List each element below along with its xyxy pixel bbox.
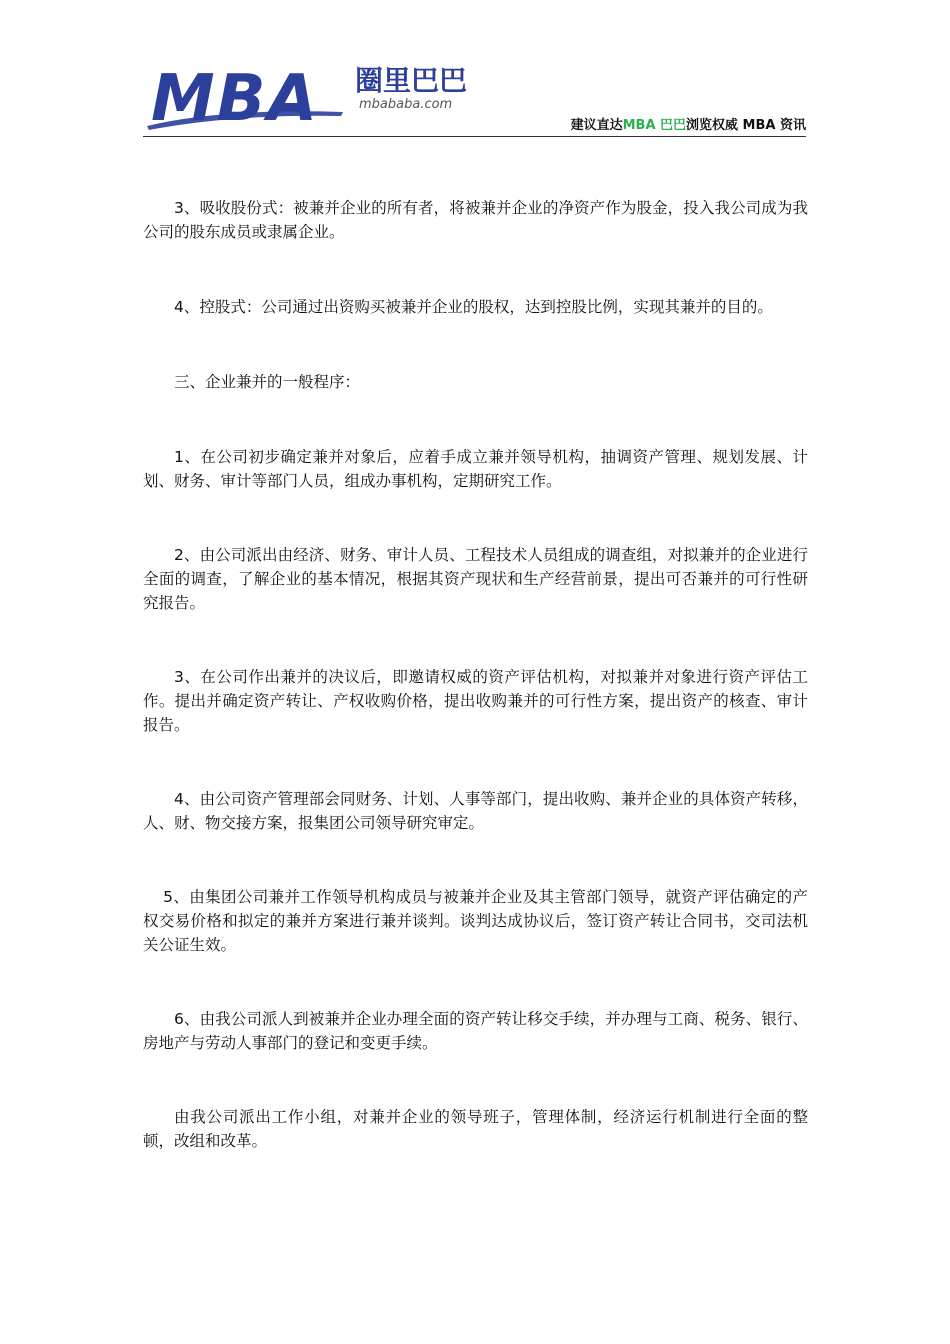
logo-mba-text: MBA [151,62,319,132]
logo-url-text: mbababa.com [359,97,453,112]
header-slogan [571,114,806,133]
paragraph-absorb-shares: 3、吸收股份式：被兼并企业的所有者，将被兼并企业的净资产作为股金，投入我公司成为我公司的股东成员或隶属企业。 [143,199,808,241]
paragraph-step-6: 6、由我公司派人到被兼并企业办理全面的资产转让移交手续，并办理与工商、税务、银行、房地产与劳动人事部门的登记和变更手续。 [143,1010,808,1052]
paragraph-step-3: 3、在公司作出兼并的决议后，即邀请权威的资产评估机构，对拟兼并对象进行资产评估工作。提出并确定资产转让、产权收购价格，提出收购兼并的可行性方案，提出资产的核查、审计报告。 [143,668,808,734]
mba-logo[interactable] [143,58,493,132]
paragraph-step-1: 1、在公司初步确定兼并对象后，应着手成立兼并领导机构，抽调资产管理、规划发展、计划、财务、审计等部门人员，组成办事机构，定期研究工作。 [143,448,808,490]
document-body [143,196,808,1153]
paragraph-step-4: 4、由公司资产管理部会同财务、计划、人事等部门，提出收购、兼并企业的具体资产转移，人、财、物交接方案，报集团公司领导研究审定。 [143,790,808,832]
slogan-suffix: 浏览权威 MBA 资讯 [686,118,806,133]
section-heading-procedure: 三、企业兼并的一般程序： [174,373,361,391]
paragraph-step-5: 5、由集团公司兼并工作领导机构成员与被兼并企业及其主管部门领导，就资产评估确定的产权交易价格和拟定的兼并方案进行兼并谈判。谈判达成协议后，签订资产转让合同书，交司法机关公证生效。 [143,888,808,954]
logo-cn-text: 圈里巴巴 [355,64,468,97]
paragraph-reorganize: 由我公司派出工作小组，对兼并企业的领导班子，管理体制，经济运行机制进行全面的整顿，改组和改革。 [143,1108,808,1150]
page-header [143,56,806,137]
slogan-accent[interactable]: MBA 巴巴 [622,118,687,133]
paragraph-holding: 4、控股式：公司通过出资购买被兼并企业的股权，达到控股比例，实现其兼并的目的。 [174,298,773,316]
slogan-prefix: 建议直达 [570,118,623,133]
paragraph-step-2: 2、由公司派出由经济、财务、审计人员、工程技术人员组成的调查组，对拟兼并的企业进行全面的调查，了解企业的基本情况，根据其资产现状和生产经营前景，提出可否兼并的可行性研究报告。 [143,546,808,612]
